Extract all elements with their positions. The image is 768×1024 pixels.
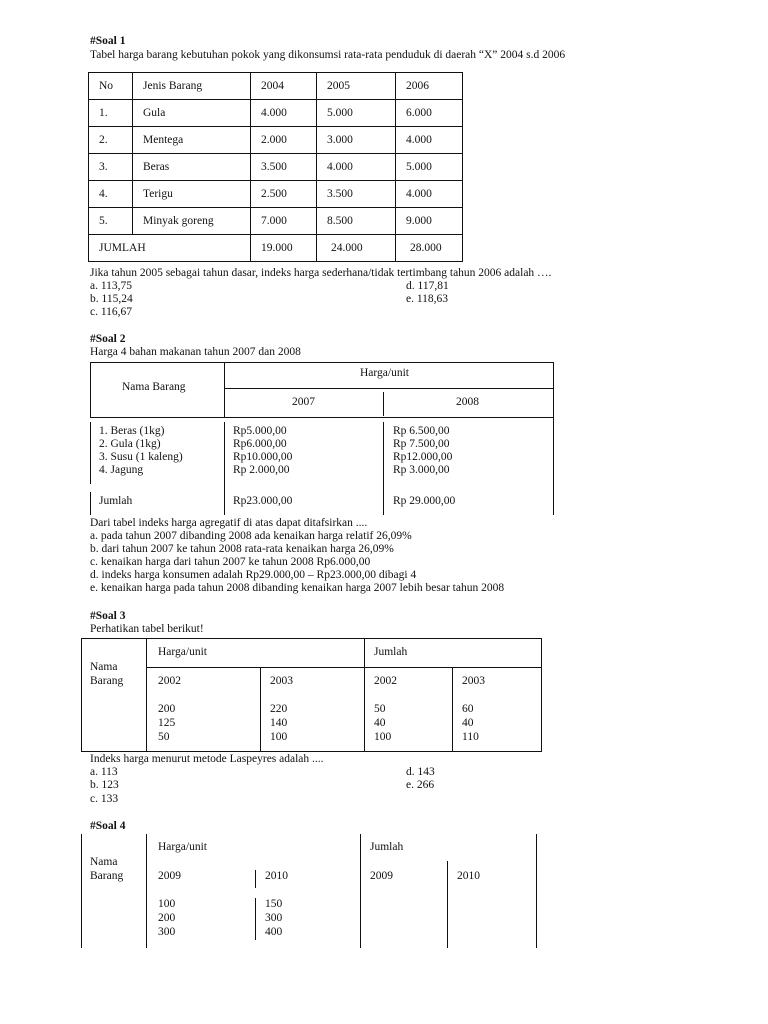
table-cell: 3.000: [317, 127, 396, 154]
header-2003: 2003: [462, 675, 485, 687]
soal2-intro: Harga 4 bahan makanan tahun 2007 dan 2008: [90, 346, 301, 358]
header-2009: 2009: [158, 870, 181, 882]
table-rule: [90, 422, 91, 484]
table-cell: 40: [374, 717, 386, 729]
table-cell: Rp 6.500,00: [393, 425, 450, 437]
table-cell: 60: [462, 703, 474, 715]
total-2005: 24.000: [317, 235, 396, 262]
table-cell: 300: [158, 926, 176, 938]
table-cell: 4.000: [396, 181, 463, 208]
list-item: 2. Gula (1kg): [99, 438, 161, 450]
table-rule: [260, 667, 261, 752]
table-cell: 9.000: [396, 208, 463, 235]
table-cell: 40: [462, 717, 474, 729]
header-barang: Barang: [90, 675, 124, 687]
table-cell: 50: [158, 731, 170, 743]
soal3-option-b: b. 123: [90, 779, 119, 791]
table-rule: [360, 834, 361, 948]
table-rule: [255, 898, 256, 940]
header-nama-barang: Nama Barang: [122, 381, 186, 393]
table-cell: 4.000: [317, 154, 396, 181]
header-jumlah: Jumlah: [370, 841, 404, 853]
table-cell: 150: [265, 898, 283, 910]
soal2-heading: #Soal 2: [90, 333, 126, 345]
table-rule: [146, 638, 147, 752]
table-cell: 6.000: [396, 100, 463, 127]
table-cell: 220: [270, 703, 288, 715]
table-cell: Minyak goreng: [133, 208, 251, 235]
table-row: [89, 127, 463, 154]
total-2006: 28.000: [396, 235, 463, 262]
table-cell: Mentega: [133, 127, 251, 154]
header-2010: 2010: [457, 870, 480, 882]
header-nama: Nama: [90, 661, 118, 673]
table-rule: [224, 362, 225, 417]
header-jumlah: Jumlah: [374, 646, 408, 658]
header-harga-unit: Harga/unit: [158, 841, 207, 853]
soal1-option-c: c. 116,67: [90, 306, 133, 318]
table-cell: Terigu: [133, 181, 251, 208]
table-row: [89, 208, 463, 235]
soal1-intro: Tabel harga barang kebutuhan pokok yang dikonsumsi rata-rata penduduk di daerah “X” 2004 s.d 2006: [90, 49, 566, 61]
table-total-row: [89, 235, 463, 262]
table-cell: Rp12.000,00: [393, 451, 453, 463]
table-cell: 50: [374, 703, 386, 715]
table-rule: [81, 834, 82, 948]
header-2010: 2010: [265, 870, 288, 882]
soal1-question: Jika tahun 2005 sebagai tahun dasar, indeks harga sederhana/tidak tertimbang tahun 2006 adalah ….: [90, 267, 552, 279]
header-2006: 2006: [396, 73, 463, 100]
table-rule: [90, 417, 554, 418]
table-cell: 3.500: [251, 154, 317, 181]
table-rule: [255, 870, 256, 888]
table-rule: [146, 667, 542, 668]
table-cell: 200: [158, 703, 176, 715]
table-rule: [224, 422, 225, 515]
header-2002: 2002: [374, 675, 397, 687]
table-cell: 100: [374, 731, 392, 743]
table-rule: [383, 392, 384, 416]
total-2007: Rp23.000,00: [233, 495, 293, 507]
soal1-option-e: e. 118,63: [406, 293, 449, 305]
table-cell: Rp6.000,00: [233, 438, 287, 450]
table-rule: [90, 362, 91, 417]
table-rule: [536, 834, 537, 948]
table-cell: 125: [158, 717, 176, 729]
soal3-intro: Perhatikan tabel berikut!: [90, 623, 204, 635]
table-cell: 5.000: [396, 154, 463, 181]
table-cell: Beras: [133, 154, 251, 181]
table-cell: 400: [265, 926, 283, 938]
table-cell: 2.500: [251, 181, 317, 208]
header-2009: 2009: [370, 870, 393, 882]
table-row: [89, 181, 463, 208]
soal2-option-e: e. kenaikan harga pada tahun 2008 dibanding kenaikan harga 2007 lebih besar tahun 2008: [90, 582, 505, 594]
soal3-question: Indeks harga menurut metode Laspeyres adalah ....: [90, 753, 324, 765]
soal1-heading: #Soal 1: [90, 35, 126, 47]
header-2003: 2003: [270, 675, 293, 687]
header-harga-unit: Harga/unit: [360, 367, 409, 379]
table-cell: 4.: [89, 181, 133, 208]
soal1-option-d: d. 117,81: [406, 280, 449, 292]
soal2-option-b: b. dari tahun 2007 ke tahun 2008 rata-rata kenaikan harga 26,09%: [90, 543, 394, 555]
header-2007: 2007: [292, 396, 315, 408]
list-item: 3. Susu (1 kaleng): [99, 451, 183, 463]
soal2-option-c: c. kenaikan harga dari tahun 2007 ke tahun 2008 Rp6.000,00: [90, 556, 371, 568]
header-2008: 2008: [456, 396, 479, 408]
table-rule: [452, 667, 453, 752]
header-2002: 2002: [158, 675, 181, 687]
table-cell: 100: [158, 898, 176, 910]
soal3-option-e: e. 266: [406, 779, 435, 791]
table-cell: 3.: [89, 154, 133, 181]
table-cell: 4.000: [251, 100, 317, 127]
table-cell: 5.000: [317, 100, 396, 127]
soal2-question: Dari tabel indeks harga agregatif di atas dapat ditafsirkan ....: [90, 517, 368, 529]
total-2004: 19.000: [251, 235, 317, 262]
table-cell: 4.000: [396, 127, 463, 154]
table-row: [89, 100, 463, 127]
table-cell: Rp 7.500,00: [393, 438, 450, 450]
table-rule: [90, 492, 91, 515]
table-cell: 140: [270, 717, 288, 729]
header-jenis-barang: Jenis Barang: [133, 73, 251, 100]
header-no: No: [89, 73, 133, 100]
total-label: JUMLAH: [89, 235, 251, 262]
total-2008: Rp 29.000,00: [393, 495, 456, 507]
table-cell: 1.: [89, 100, 133, 127]
table-cell: 100: [270, 731, 288, 743]
soal2-option-d: d. indeks harga konsumen adalah Rp29.000,00 – Rp23.000,00 dibagi 4: [90, 569, 417, 581]
total-label: Jumlah: [99, 495, 133, 507]
soal3-heading: #Soal 3: [90, 610, 126, 622]
table-rule: [553, 362, 554, 515]
table-rule: [364, 638, 365, 752]
table-cell: 300: [265, 912, 283, 924]
header-harga-unit: Harga/unit: [158, 646, 207, 658]
header-2005: 2005: [317, 73, 396, 100]
table-cell: Rp 3.000,00: [393, 464, 450, 476]
soal2-option-a: a. pada tahun 2007 dibanding 2008 ada kenaikan harga relatif 26,09%: [90, 530, 412, 542]
table-rule: [90, 362, 554, 363]
soal1-table: [88, 72, 463, 262]
table-row: [89, 154, 463, 181]
table-rule: [447, 861, 448, 948]
list-item: 4. Jagung: [99, 464, 144, 476]
soal4-heading: #Soal 4: [90, 820, 126, 832]
table-cell: 8.500: [317, 208, 396, 235]
header-barang: Barang: [90, 870, 124, 882]
table-cell: Rp10.000,00: [233, 451, 293, 463]
table-cell: 7.000: [251, 208, 317, 235]
header-nama: Nama: [90, 856, 118, 868]
table-cell: 2.: [89, 127, 133, 154]
table-cell: 110: [462, 731, 479, 743]
soal1-option-a: a. 113,75: [90, 280, 133, 292]
table-cell: Rp 2.000,00: [233, 464, 290, 476]
header-2004: 2004: [251, 73, 317, 100]
table-cell: 5.: [89, 208, 133, 235]
soal1-option-b: b. 115,24: [90, 293, 133, 305]
table-cell: 200: [158, 912, 176, 924]
table-cell: 3.500: [317, 181, 396, 208]
table-rule: [383, 422, 384, 515]
list-item: 1. Beras (1kg): [99, 425, 165, 437]
soal3-option-a: a. 113: [90, 766, 118, 778]
table-cell: Rp5.000,00: [233, 425, 287, 437]
table-rule: [224, 388, 554, 389]
soal3-option-c: c. 133: [90, 793, 119, 805]
table-cell: 2.000: [251, 127, 317, 154]
soal3-option-d: d. 143: [406, 766, 435, 778]
table-header-row: [89, 73, 463, 100]
table-cell: Gula: [133, 100, 251, 127]
table-rule: [146, 834, 147, 948]
